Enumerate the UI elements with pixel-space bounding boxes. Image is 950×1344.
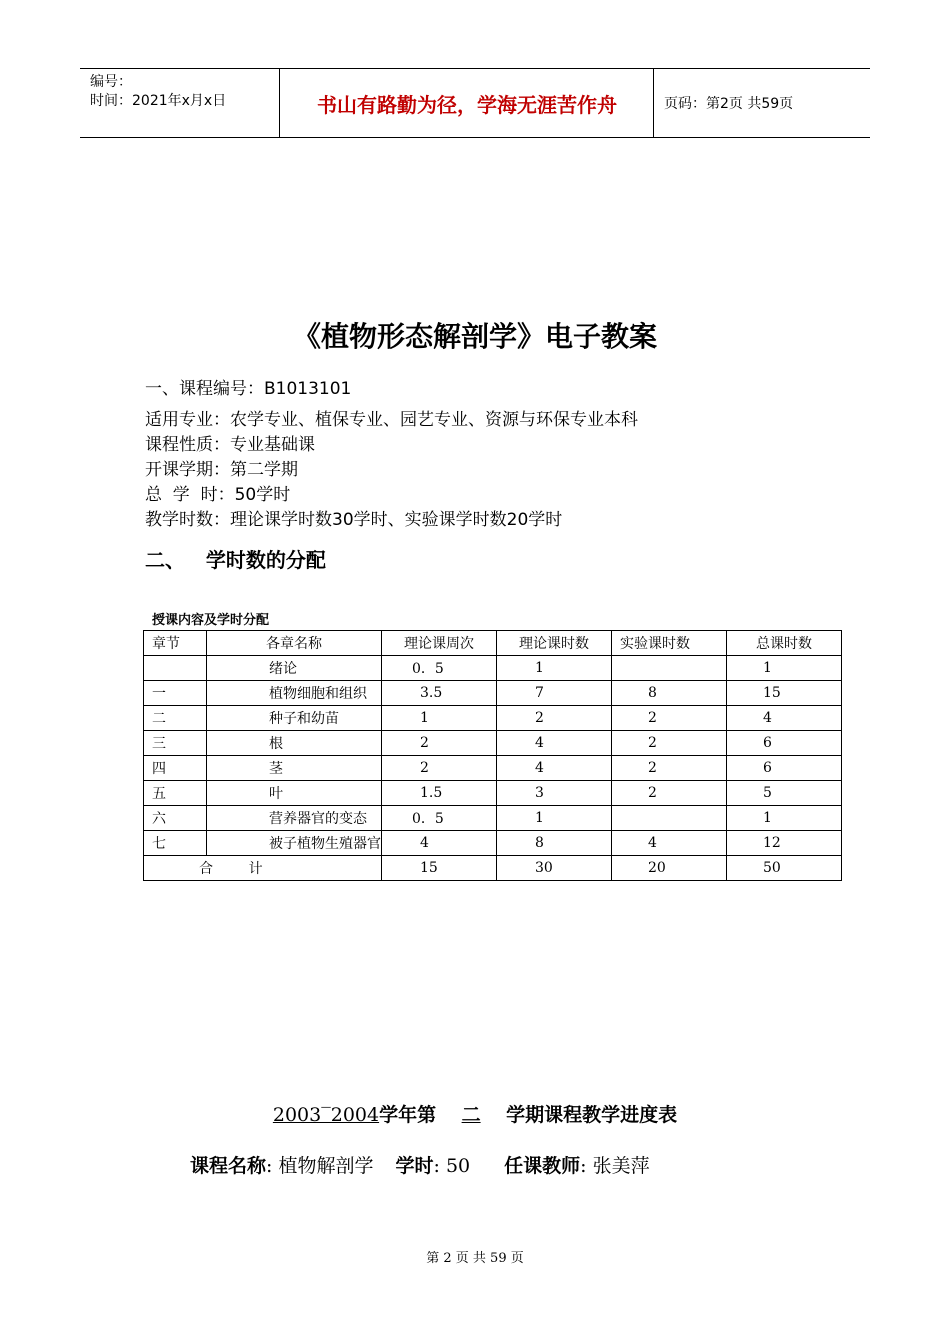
course-name: 植物解剖学 [278, 1155, 374, 1177]
cell-total-label: 合 计 [144, 856, 382, 881]
course-number: 一、课程编号：B1013101 [145, 379, 352, 399]
table-total-row [144, 856, 842, 881]
table-row [144, 781, 842, 806]
cell-lab-hours: 2 [612, 706, 727, 731]
info-major: 适用专业：农学专业、植保专业、园艺专业、资源与环保专业本科 [145, 410, 638, 430]
cell-total-hours: 15 [727, 681, 842, 706]
course-teacher: 张美萍 [592, 1155, 650, 1177]
th-total-hours: 总课时数 [727, 631, 842, 656]
course-sep: : [580, 1155, 593, 1177]
cell-theory-weeks: 1 [382, 706, 497, 731]
table-row [144, 756, 842, 781]
table-row [144, 681, 842, 706]
cell-total-hours: 1 [727, 806, 842, 831]
cell-theory-hours: 8 [497, 831, 612, 856]
cell-total-theory-weeks: 15 [382, 856, 497, 881]
cell-name: 绪论 [207, 656, 382, 681]
cell-total-hours: 1 [727, 656, 842, 681]
cell-chapter: 三 [144, 731, 207, 756]
cell-theory-hours: 1 [497, 806, 612, 831]
cell-total-hours: 12 [727, 831, 842, 856]
cell-total-hours: 4 [727, 706, 842, 731]
course-info [145, 408, 638, 533]
course-teacher-label: 任课教师 [504, 1155, 581, 1177]
schedule-term: 二 [461, 1104, 481, 1126]
page-footer: 第 2 页 共 59 页 [426, 1251, 524, 1266]
cell-lab-hours: 4 [612, 831, 727, 856]
section-hours-heading: 二、 学时数的分配 [145, 548, 326, 572]
cell-lab-hours [612, 656, 727, 681]
cell-theory-hours: 4 [497, 756, 612, 781]
table-row [144, 831, 842, 856]
table-row [144, 706, 842, 731]
cell-theory-weeks: 4 [382, 831, 497, 856]
cell-total-hours: 6 [727, 731, 842, 756]
cell-name: 叶 [207, 781, 382, 806]
doc-number: 编号： [90, 74, 132, 90]
cell-total-hours-sum: 50 [727, 856, 842, 881]
table-row [144, 656, 842, 681]
cell-total-lab-hours: 20 [612, 856, 727, 881]
schedule-heading [0, 1100, 950, 1127]
header-page-code: 页码：第2页 共59页 [664, 96, 794, 112]
cell-theory-weeks: 2 [382, 756, 497, 781]
header-meta [80, 69, 280, 137]
cell-theory-weeks: 0．5 [382, 656, 497, 681]
hours-table [143, 630, 842, 881]
doc-date: 时间：2021年x月x日 [90, 93, 227, 109]
cell-theory-hours: 1 [497, 656, 612, 681]
cell-chapter: 五 [144, 781, 207, 806]
table-row [144, 731, 842, 756]
course-hours-label: 学时 [395, 1155, 434, 1177]
table-caption: 授课内容及学时分配 [152, 613, 270, 628]
schedule-title-rest: 学期课程教学进度表 [506, 1104, 678, 1126]
cell-chapter: 四 [144, 756, 207, 781]
info-total-hours: 总 学 时：50学时 [145, 485, 291, 505]
cell-theory-weeks: 1.5 [382, 781, 497, 806]
cell-total-hours: 6 [727, 756, 842, 781]
cell-theory-weeks: 3.5 [382, 681, 497, 706]
cell-lab-hours: 2 [612, 731, 727, 756]
cell-theory-weeks: 2 [382, 731, 497, 756]
cell-name: 被子植物生殖器官 [207, 831, 382, 856]
course-line [190, 1151, 650, 1178]
cell-chapter: 二 [144, 706, 207, 731]
cell-chapter: 七 [144, 831, 207, 856]
header-motto: 书山有路勤为径，学海无涯苦作舟 [281, 69, 654, 137]
th-chapter: 章节 [144, 631, 207, 656]
cell-name: 种子和幼苗 [207, 706, 382, 731]
cell-name: 根 [207, 731, 382, 756]
cell-lab-hours [612, 806, 727, 831]
th-theory-hours: 理论课时数 [497, 631, 612, 656]
th-theory-weeks: 理论课周次 [382, 631, 497, 656]
course-sep: : [433, 1155, 446, 1177]
cell-lab-hours: 8 [612, 681, 727, 706]
th-name: 各章名称 [207, 631, 382, 656]
th-lab-hours: 实验课时数 [612, 631, 727, 656]
cell-total-hours: 5 [727, 781, 842, 806]
cell-lab-hours: 2 [612, 781, 727, 806]
table-row [144, 806, 842, 831]
schedule-year-label: 学年第 [379, 1104, 437, 1126]
cell-theory-weeks: 0．5 [382, 806, 497, 831]
cell-theory-hours: 7 [497, 681, 612, 706]
cell-theory-hours: 2 [497, 706, 612, 731]
cell-theory-hours: 4 [497, 731, 612, 756]
cell-chapter: 六 [144, 806, 207, 831]
info-nature: 课程性质：专业基础课 [145, 435, 315, 455]
cell-name: 茎 [207, 756, 382, 781]
table-header-row [144, 631, 842, 656]
cell-theory-hours: 3 [497, 781, 612, 806]
schedule-years: 2003‾2004 [272, 1104, 380, 1126]
document-title: 《植物形态解剖学》电子教案 [292, 320, 657, 353]
cell-chapter: 一 [144, 681, 207, 706]
cell-lab-hours: 2 [612, 756, 727, 781]
cell-chapter [144, 656, 207, 681]
course-hours: 50 [445, 1155, 471, 1177]
cell-total-theory-hours: 30 [497, 856, 612, 881]
info-teaching-hours: 教学时数：理论课学时数30学时、实验课学时数20学时 [145, 510, 563, 530]
course-name-label: 课程名称 [190, 1155, 267, 1177]
cell-name: 营养器官的变态 [207, 806, 382, 831]
course-sep: : [266, 1155, 279, 1177]
cell-name: 植物细胞和组织 [207, 681, 382, 706]
page-header [80, 68, 870, 138]
info-semester: 开课学期：第二学期 [145, 460, 298, 480]
